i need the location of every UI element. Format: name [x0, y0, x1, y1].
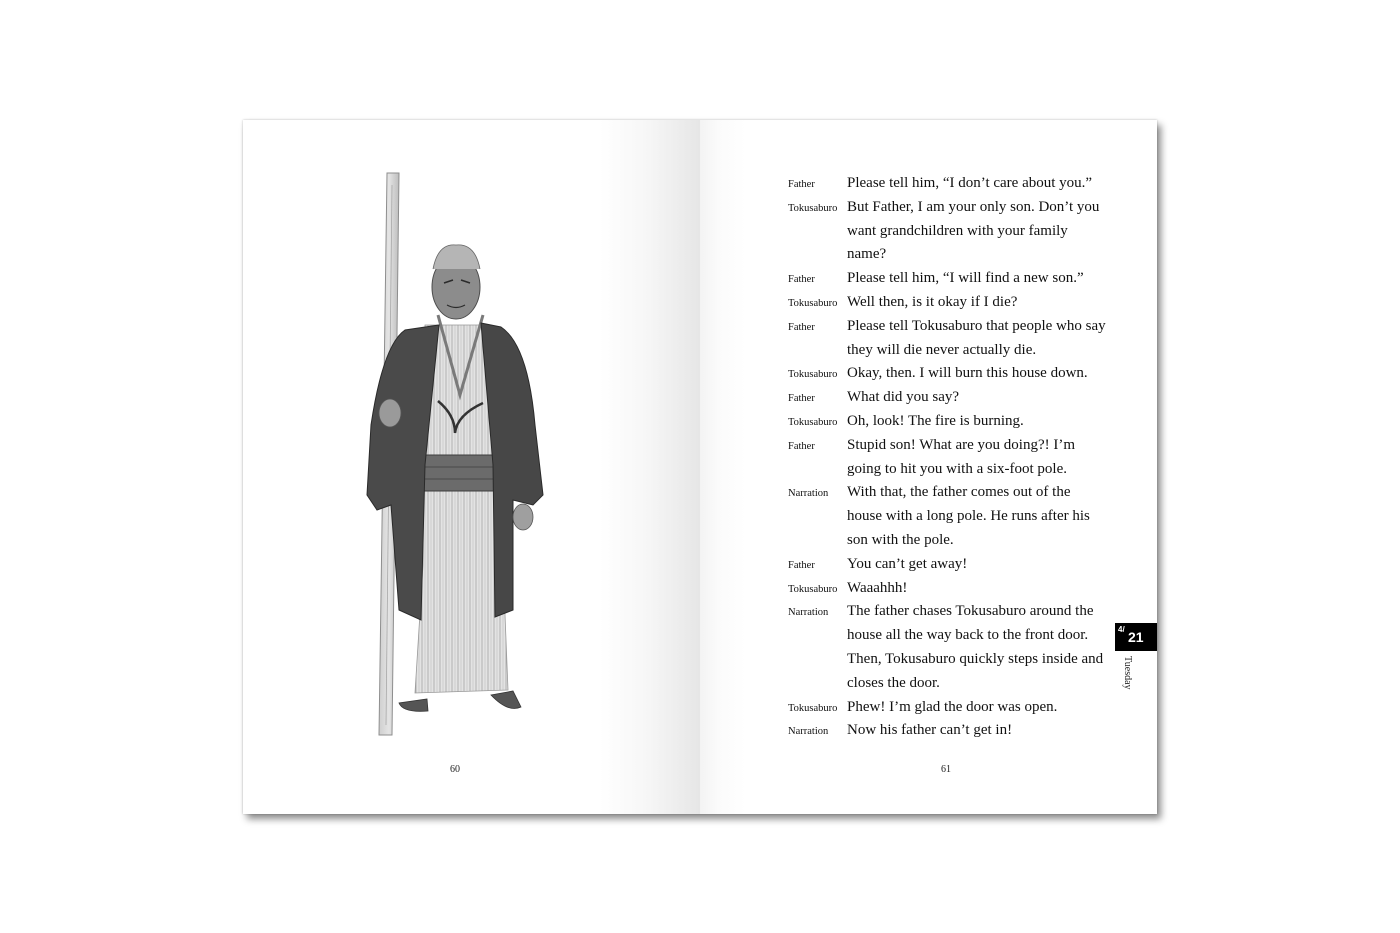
speaker-label: Tokusaburo: [788, 702, 838, 714]
dialogue-text: Well then, is it okay if I die?: [847, 293, 1018, 310]
dialogue-text: Now his father can’t get in!: [847, 722, 1013, 739]
speaker-label: Father: [788, 559, 815, 571]
date-weekday: Tuesday: [1122, 656, 1133, 690]
dialogue-text: Please tell him, “I will find a new son.”: [847, 270, 1084, 287]
left-page-number: 60: [450, 764, 460, 775]
speaker-label: Father: [788, 440, 815, 452]
dialogue-line: [788, 196, 1108, 267]
old-man-illustration: [343, 165, 573, 745]
speaker-label: Father: [788, 393, 815, 405]
dialogue-line: [788, 267, 1108, 291]
dialogue-line: [788, 291, 1108, 315]
date-day: 21: [1128, 629, 1144, 645]
dialogue-line: [788, 719, 1108, 743]
speaker-label: Tokusaburo: [788, 369, 838, 381]
speaker-label: Narration: [788, 726, 829, 738]
dialogue-text: Phew! I’m glad the door was open.: [847, 698, 1058, 715]
dialogue-line: [788, 481, 1108, 552]
speaker-label: Tokusaburo: [788, 297, 838, 309]
speaker-label: Narration: [788, 488, 829, 500]
speaker-label: Father: [788, 321, 815, 333]
open-book: [243, 120, 1157, 814]
right-page-number: 61: [941, 764, 951, 775]
dialogue-line: [788, 600, 1108, 695]
dialogue-line: [788, 172, 1108, 196]
dialogue-block: [788, 172, 1108, 743]
left-page: [243, 120, 700, 814]
date-tab: [1115, 623, 1157, 651]
date-month: 4/: [1118, 625, 1125, 634]
dialogue-text: What did you say?: [847, 389, 960, 406]
speaker-label: Narration: [788, 607, 829, 619]
dialogue-text: With that, the father comes out of the house with a long pole. He runs after his son with the pole.: [847, 484, 1090, 548]
dialogue-text: Please tell Tokusaburo that people who say they will die never actually die.: [847, 317, 1106, 358]
speaker-label: Tokusaburo: [788, 583, 838, 595]
right-page: [700, 120, 1157, 814]
dialogue-line: [788, 410, 1108, 434]
dialogue-line: [788, 553, 1108, 577]
dialogue-line: [788, 362, 1108, 386]
speaker-label: Tokusaburo: [788, 416, 838, 428]
dialogue-text: Waaahhh!: [847, 579, 908, 596]
dialogue-text: The father chases Tokusaburo around the house all the way back to the front door. Then, Tokusaburo quickly steps inside and closes the door.: [847, 603, 1104, 691]
dialogue-text: You can’t get away!: [847, 555, 968, 572]
speaker-label: Father: [788, 274, 815, 286]
dialogue-text: But Father, I am your only son. Don’t you want grandchildren with your family name?: [847, 198, 1100, 263]
dialogue-text: Stupid son! What are you doing?! I’m going to hit you with a six-foot pole.: [847, 436, 1076, 477]
dialogue-text: Please tell him, “I don’t care about you.”: [847, 175, 1093, 191]
dialogue-line: [788, 315, 1108, 363]
dialogue-line: [788, 386, 1108, 410]
speaker-label: Tokusaburo: [788, 202, 838, 214]
dialogue-text: Oh, look! The fire is burning.: [847, 412, 1024, 429]
dialogue-line: [788, 577, 1108, 601]
dialogue-line: [788, 696, 1108, 720]
speaker-label: Father: [788, 179, 815, 190]
dialogue-text: Okay, then. I will burn this house down.: [847, 365, 1088, 382]
dialogue-line: [788, 434, 1108, 482]
